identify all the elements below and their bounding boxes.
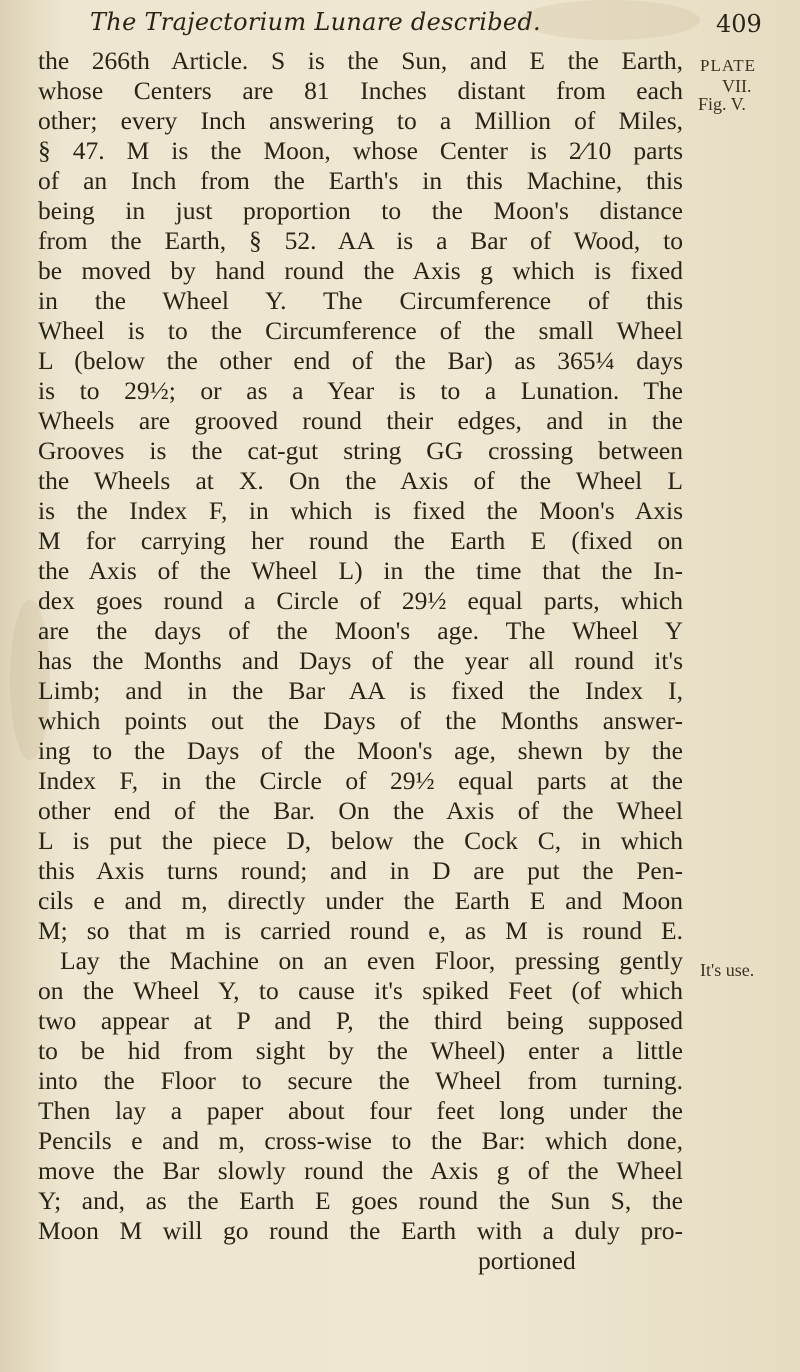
text-line: Wheel is to the Circumference of the small Wheel: [38, 316, 683, 345]
text-line: of an Inch from the Earth's in this Machine, this: [38, 166, 683, 195]
text-line: Pencils e and m, cross-wise to the Bar: which done,: [38, 1126, 683, 1155]
text-line: in the Wheel Y. The Circumference of this: [38, 286, 683, 315]
text-line: ing to the Days of the Moon's age, shewn by the: [38, 736, 683, 765]
text-line: Lay the Machine on an even Floor, pressing gently: [60, 946, 683, 975]
margin-plate-label: PLATE: [700, 56, 756, 75]
text-line: other end of the Bar. On the Axis of the Wheel: [38, 796, 683, 825]
text-line: two appear at P and P, the third being supposed: [38, 1006, 683, 1035]
text-line: is to 29½; or as a Year is to a Lunation. The: [38, 376, 683, 405]
text-line: the Axis of the Wheel L) in the time that the In-: [38, 556, 683, 585]
text-line: Then lay a paper about four feet long under the: [38, 1096, 683, 1125]
text-line: are the days of the Moon's age. The Wheel Y: [38, 616, 683, 645]
text-line: be moved by hand round the Axis g which is fixed: [38, 256, 683, 285]
text-line: L is put the piece D, below the Cock C, in which: [38, 826, 683, 855]
text-line: this Axis turns round; and in D are put the Pen-: [38, 856, 683, 885]
running-title: The Trajectorium Lunare described.: [90, 8, 541, 36]
text-line: to be hid from sight by the Wheel) enter a little: [38, 1036, 683, 1065]
margin-its-use: It's use.: [700, 960, 755, 980]
text-line: Moon M will go round the Earth with a duly pro-: [38, 1216, 683, 1245]
text-line: M; so that m is carried round e, as M is round E.: [38, 916, 683, 945]
text-line: move the Bar slowly round the Axis g of the Wheel: [38, 1156, 683, 1185]
text-line: from the Earth, § 52. AA is a Bar of Wood, to: [38, 226, 683, 255]
text-line: Y; and, as the Earth E goes round the Sun S, the: [38, 1186, 683, 1215]
text-line: has the Months and Days of the year all round it's: [38, 646, 683, 675]
text-line: Grooves is the cat-gut string GG crossing between: [38, 436, 683, 465]
text-line: § 47. M is the Moon, whose Center is 2⁄10 parts: [38, 136, 683, 165]
margin-plate-number: VII.: [722, 76, 752, 96]
text-line: M for carrying her round the Earth E (fixed on: [38, 526, 683, 555]
text-line: other; every Inch answering to a Million of Miles,: [38, 106, 683, 135]
text-line: Limb; and in the Bar AA is fixed the Index I,: [38, 676, 683, 705]
article-body-text: [38, 46, 683, 1276]
text-line: whose Centers are 81 Inches distant from each: [38, 76, 683, 105]
running-header: [0, 6, 800, 46]
text-line: L (below the other end of the Bar) as 365¼ days: [38, 346, 683, 375]
text-line: cils e and m, directly under the Earth E and Moon: [38, 886, 683, 915]
text-line: is the Index F, in which is fixed the Moon's Axis: [38, 496, 683, 525]
text-line: which points out the Days of the Months answer-: [38, 706, 683, 735]
text-line: the Wheels at X. On the Axis of the Wheel L: [38, 466, 683, 495]
text-line: portioned: [478, 1246, 576, 1275]
text-line: being in just proportion to the Moon's distance: [38, 196, 683, 225]
text-line: the 266th Article. S is the Sun, and E the Earth,: [38, 46, 683, 75]
text-line: Index F, in the Circle of 29½ equal parts at the: [38, 766, 683, 795]
page-number: 409: [716, 10, 762, 38]
margin-figure-label: Fig. V.: [698, 94, 746, 114]
text-line: dex goes round a Circle of 29½ equal parts, which: [38, 586, 683, 615]
text-line: into the Floor to secure the Wheel from turning.: [38, 1066, 683, 1095]
text-line: on the Wheel Y, to cause it's spiked Feet (of which: [38, 976, 683, 1005]
text-line: Wheels are grooved round their edges, and in the: [38, 406, 683, 435]
